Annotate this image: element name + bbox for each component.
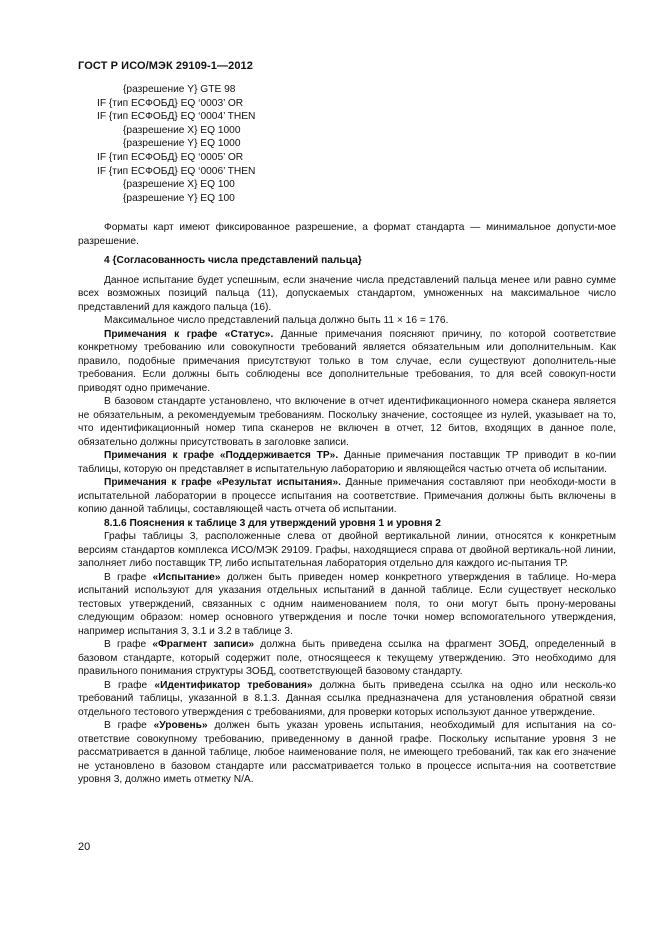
document-body	[78, 221, 616, 787]
paragraph-text: Данные примечания составляют при необходи-мости в испытательной лаборатории в процессе испытания на соответствие. Примечания должны быть включены в копию данной таблицы, составляющей часть отчета об испытании.	[78, 477, 617, 515]
paragraph-term: «Испытание»	[152, 571, 221, 583]
page-number: 20	[78, 841, 91, 853]
paragraph-text: должна быть приведена ссылка на одно или несколь-ко требований таблицы, указанной в 8.1.3. Данная ссылка предназначена для установления обратной связи отдельного тестового утверждения с требованиями, для проверки которых используют данное утверждение.	[78, 679, 616, 718]
paragraph-pre: В графе	[104, 571, 153, 583]
paragraph-pre: В графе	[104, 679, 155, 691]
paragraph: Максимальное число представлений пальца должно быть 11 × 16 = 176.	[104, 315, 449, 326]
code-line: {разрешение Y} EQ 100	[123, 192, 235, 204]
subsection-heading: 8.1.6 Пояснения к таблице 3 для утверждений уровня 1 и уровня 2	[104, 517, 441, 529]
paragraph-text: должен быть приведен номер конкретного утверждения в таблице. Но-мера испытаний используют для указания отдельных испытаний в данной таблице. Если существует несколько тестовых утверждений, связанных с одним наименованием поля, то они могут быть прону-мерованы следующим образом: номер основного утверждения и после точки номер вспомогательного утверждения, например испытания 3, 3.1 и 3.2 в таблице 3.	[78, 571, 616, 637]
paragraph	[78, 719, 616, 787]
code-line: {разрешение Y} EQ 1000	[123, 138, 241, 150]
paragraph	[78, 449, 616, 476]
paragraph-term: «Фрагмент записи»	[152, 639, 255, 650]
code-line: {разрешение Y} GTE 98	[123, 84, 236, 95]
paragraph-lead: Примечания к графе «Статус».	[104, 328, 274, 340]
code-line: IF {тип ЕСФОБД} EQ ‘0004’ THEN	[97, 111, 256, 123]
paragraph	[78, 679, 616, 720]
code-line: IF {тип ЕСФОБД} EQ ‘0006’ THEN	[97, 165, 256, 177]
paragraph: Графы таблицы 3, расположенные слева от двойной вертикальной линии, относятся к конкретным версиям стандартов комплекса ИСО/МЭК 29109. Графы, находящиеся справа от двойной вертикаль-ной линии, заполняет либо поставщик ТР, либо испытательная лаборатория отдельно для каждого ис-пытания ТР.	[78, 531, 616, 569]
code-line: {разрешение X} EQ 1000	[123, 124, 241, 136]
paragraph-text: Данные примечания поставщик ТР приводит в ко-пии таблицы, которую он представляет в испытательную лабораторию и являющейся частью отчета об испытании.	[78, 450, 617, 475]
paragraph-term: «Идентификатор требования»	[154, 679, 313, 691]
paragraph-pre: В графе	[104, 639, 153, 650]
paragraph-lead: Примечания к графе «Результат испытания».	[104, 477, 342, 488]
paragraph	[78, 571, 616, 639]
code-block	[78, 83, 598, 205]
paragraph-text: должен быть указан уровень испытания, необходимый для испытания на со-ответствие совокупному требованию, приведенному в данной графе. Поскольку испытание уровня 3 не рассматривается в данной таблице, любое наименование поля, не имеющего требований, так как его значение не установлено в базовом стандарте или рассматривается только в процессе испыта-ния на соответствие уровня 3, должно иметь отметку N/A.	[78, 720, 616, 785]
document-header: ГОСТ Р ИСО/МЭК 29109-1—2012	[78, 60, 253, 72]
paragraph: В базовом стандарте установлено, что включение в отчет идентификационного номера сканера является не обязательным, а рекомендуемым требованиям. Поскольку значение, состоящее из нулей, указывает на то, что идентификационный номер типа сканеров не включен в отчет, 12 битов, входящих в данное поле, обязательно должны присутствовать в заголовке записи.	[78, 396, 616, 448]
paragraph: Форматы карт имеют фиксированное разрешение, а формат стандарта — минимальное допусти-мое разрешение.	[78, 222, 616, 247]
paragraph	[78, 328, 616, 396]
paragraph-pre: В графе	[104, 720, 154, 731]
code-line: IF {тип ЕСФОБД} EQ ‘0005’ OR	[97, 151, 244, 163]
paragraph	[78, 476, 616, 517]
paragraph-term: «Уровень»	[153, 720, 208, 731]
paragraph: Данное испытание будет успешным, если значение числа представлений пальца менее или равно сумме всех возможных позиций пальца (11), допускаемых стандартом, умноженных на максимальное число представлений для каждого пальца (16).	[78, 274, 616, 313]
code-line: {разрешение X} EQ 100	[123, 179, 235, 191]
paragraph	[78, 638, 616, 679]
code-line: IF {тип ЕСФОБД} EQ ‘0003’ OR	[97, 97, 244, 109]
paragraph-text: Данные примечания поясняют причину, по которой соответствие конкретному требованию или совокупности требований является обязательным или дополнительным. Как правило, подобные примечания присутствуют только в том случае, если существуют дополнитель-ные требования. Если должны быть соблюдены все дополнительные требования, то для всей совокуп-ности приводят одно примечание.	[78, 328, 617, 394]
paragraph-text: должна быть приведена ссылка на фрагмент ЗОБД, определенный в базовом стандарте, который содержит поле, относящееся к текущему утверждению. Это необходимо для правильного понимания структуры ЗОБД, соответствующей базовому стандарту.	[78, 639, 616, 677]
paragraph-lead: Примечания к графе «Поддерживается ТР».	[104, 450, 339, 461]
section-heading: 4 {Согласованность числа представлений пальца}	[104, 255, 362, 266]
